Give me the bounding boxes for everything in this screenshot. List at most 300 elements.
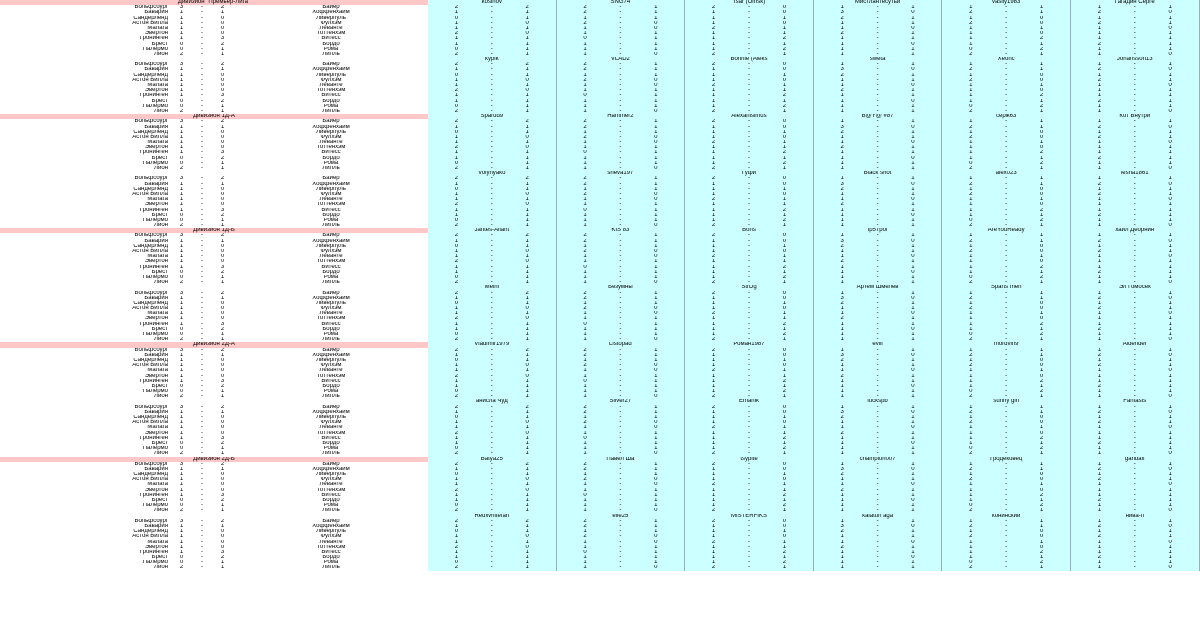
pred-home[interactable]: 2 xyxy=(840,472,844,478)
pred-away[interactable]: 1 xyxy=(782,202,787,208)
pred-away[interactable]: 1 xyxy=(1039,383,1044,389)
pred-away[interactable]: 0 xyxy=(911,67,915,73)
pred-home[interactable]: 2 xyxy=(1097,10,1102,16)
pred-home[interactable]: 2 xyxy=(454,62,459,68)
pred-home[interactable]: 1 xyxy=(840,269,844,275)
pred-away[interactable]: 1 xyxy=(1168,404,1172,410)
pred-home[interactable]: 2 xyxy=(840,31,844,37)
pred-home[interactable]: 1 xyxy=(969,83,973,88)
pred-home[interactable]: 1 xyxy=(969,202,973,208)
pred-away[interactable]: 0 xyxy=(911,98,915,104)
pred-home[interactable]: 2 xyxy=(1097,466,1102,472)
pred-home[interactable]: 2 xyxy=(454,394,459,400)
player-name[interactable]: MISTERFIKS xyxy=(730,513,767,519)
pred-away[interactable]: 1 xyxy=(911,191,915,197)
pred-away[interactable]: 0 xyxy=(1168,83,1172,88)
pred-home[interactable]: 1 xyxy=(583,373,587,379)
pred-away[interactable]: 1 xyxy=(1039,119,1044,125)
pred-home[interactable]: 1 xyxy=(583,316,587,322)
pred-away[interactable]: 1 xyxy=(525,25,529,31)
pred-home[interactable]: 1 xyxy=(840,274,844,280)
pred-away[interactable]: 1 xyxy=(654,269,658,275)
pred-away[interactable]: 1 xyxy=(654,72,658,78)
pred-away[interactable]: 1 xyxy=(911,77,915,83)
pred-away[interactable]: 1 xyxy=(525,560,529,566)
pred-home[interactable]: 1 xyxy=(454,321,459,327)
pred-away[interactable]: 0 xyxy=(782,62,787,68)
pred-home[interactable]: 1 xyxy=(583,539,587,545)
pred-home[interactable]: 1 xyxy=(583,108,587,114)
pred-away[interactable]: 2 xyxy=(1039,378,1044,384)
pred-home[interactable]: 1 xyxy=(840,560,844,566)
pred-home[interactable]: 1 xyxy=(711,503,716,509)
prediction-cell[interactable] xyxy=(942,565,1071,570)
pred-home[interactable]: 1 xyxy=(711,357,716,363)
pred-home[interactable]: 2 xyxy=(711,337,716,343)
pred-away[interactable]: 1 xyxy=(782,259,787,265)
pred-home[interactable]: 1 xyxy=(454,482,459,488)
pred-home[interactable]: 1 xyxy=(583,223,587,229)
pred-home[interactable]: 1 xyxy=(840,435,844,441)
player-name[interactable]: Sparud9 xyxy=(480,114,504,120)
pred-home[interactable]: 2 xyxy=(454,508,459,514)
pred-away[interactable]: 1 xyxy=(1039,461,1044,467)
pred-away[interactable]: 2 xyxy=(782,446,787,452)
pred-away[interactable]: 0 xyxy=(1039,202,1044,208)
pred-away[interactable]: 1 xyxy=(911,134,915,140)
pred-home[interactable]: 1 xyxy=(711,383,716,389)
pred-home[interactable]: 1 xyxy=(711,487,716,493)
pred-home[interactable]: 1 xyxy=(583,430,587,436)
pred-away[interactable]: 1 xyxy=(525,503,529,509)
pred-home[interactable]: 0 xyxy=(583,378,587,384)
pred-away[interactable]: 1 xyxy=(654,124,658,130)
pred-away[interactable]: 0 xyxy=(1039,249,1044,254)
pred-away[interactable]: 1 xyxy=(1039,555,1044,561)
pred-away[interactable]: 1 xyxy=(1039,223,1044,229)
pred-away[interactable]: 1 xyxy=(1168,119,1172,125)
pred-home[interactable]: 1 xyxy=(583,202,587,208)
pred-away[interactable]: 2 xyxy=(782,46,787,52)
pred-home[interactable]: 1 xyxy=(711,134,716,140)
player-name[interactable]: Emanik xyxy=(738,399,759,405)
pred-away[interactable]: 0 xyxy=(911,212,915,218)
pred-home[interactable]: 1 xyxy=(1097,539,1102,545)
player-name[interactable]: Мистлантесутьи xyxy=(854,0,901,5)
pred-home[interactable]: 1 xyxy=(454,197,459,203)
pred-away[interactable]: 1 xyxy=(1168,492,1172,498)
pred-home[interactable]: 2 xyxy=(1097,41,1102,47)
pred-away[interactable]: 0 xyxy=(782,534,787,540)
pred-away[interactable]: 0 xyxy=(1168,311,1172,317)
pred-away[interactable]: 1 xyxy=(525,186,529,192)
pred-away[interactable]: 1 xyxy=(1168,544,1172,550)
pred-away[interactable]: 1 xyxy=(525,378,529,384)
pred-away[interactable]: 2 xyxy=(1039,321,1044,327)
pred-home[interactable]: 3 xyxy=(840,295,844,301)
pred-home[interactable]: 2 xyxy=(711,394,716,400)
pred-home[interactable]: 1 xyxy=(711,529,716,535)
pred-away[interactable]: 1 xyxy=(525,150,529,156)
pred-home[interactable]: 2 xyxy=(969,20,973,26)
pred-home[interactable]: 1 xyxy=(711,544,716,550)
pred-home[interactable]: 1 xyxy=(711,549,716,555)
pred-away[interactable]: 1 xyxy=(782,482,787,488)
pred-away[interactable]: 1 xyxy=(782,129,787,135)
pred-away[interactable]: 1 xyxy=(1039,311,1044,317)
pred-away[interactable]: 1 xyxy=(654,389,658,395)
pred-away[interactable]: 0 xyxy=(1039,259,1044,265)
pred-home[interactable]: 0 xyxy=(969,389,973,395)
pred-away[interactable]: 0 xyxy=(654,306,658,312)
pred-away[interactable]: 0 xyxy=(525,477,529,483)
player-name[interactable]: Xeonc xyxy=(997,57,1015,63)
pred-away[interactable]: 1 xyxy=(525,129,529,135)
pred-home[interactable]: 2 xyxy=(1097,523,1102,529)
pred-away[interactable]: 1 xyxy=(782,83,787,88)
pred-away[interactable]: 1 xyxy=(782,186,787,192)
pred-away[interactable]: 1 xyxy=(654,217,658,223)
pred-home[interactable]: 2 xyxy=(969,409,973,415)
pred-home[interactable]: 1 xyxy=(1097,207,1102,213)
pred-away[interactable]: 0 xyxy=(654,108,658,114)
pred-home[interactable]: 0 xyxy=(454,503,459,509)
pred-away[interactable]: 2 xyxy=(1039,503,1044,509)
pred-home[interactable]: 1 xyxy=(454,41,459,47)
pred-away[interactable]: 1 xyxy=(525,264,529,270)
pred-home[interactable]: 0 xyxy=(969,274,973,280)
pred-away[interactable]: 1 xyxy=(911,217,915,223)
pred-away[interactable]: 0 xyxy=(654,223,658,229)
pred-away[interactable]: 1 xyxy=(911,274,915,280)
pred-away[interactable]: 1 xyxy=(1168,207,1172,213)
pred-home[interactable]: 2 xyxy=(969,466,973,472)
pred-home[interactable]: 2 xyxy=(583,518,587,524)
pred-home[interactable]: 2 xyxy=(840,357,844,363)
player-name[interactable]: AreYouReady xyxy=(987,228,1025,234)
pred-away[interactable]: 0 xyxy=(911,25,915,31)
pred-away[interactable]: 1 xyxy=(525,140,529,146)
pred-away[interactable]: 1 xyxy=(654,67,658,73)
pred-home[interactable]: 2 xyxy=(840,202,844,208)
pred-home[interactable]: 1 xyxy=(454,466,459,472)
pred-away[interactable]: 0 xyxy=(782,404,787,410)
pred-home[interactable]: 2 xyxy=(1097,352,1102,358)
pred-home[interactable]: 1 xyxy=(583,498,587,503)
pred-home[interactable]: 2 xyxy=(1097,67,1102,73)
pred-away[interactable]: 1 xyxy=(654,404,658,410)
pred-home[interactable]: 1 xyxy=(711,41,716,47)
player-name[interactable]: StrDg xyxy=(741,285,757,291)
pred-away[interactable]: 1 xyxy=(782,357,787,363)
pred-away[interactable]: 1 xyxy=(911,51,915,57)
pred-home[interactable]: 0 xyxy=(583,93,587,99)
player-name[interactable]: Hammer2 xyxy=(607,114,634,120)
pred-away[interactable]: 1 xyxy=(654,15,658,21)
pred-home[interactable]: 1 xyxy=(711,212,716,218)
pred-home[interactable]: 2 xyxy=(711,254,716,260)
pred-home[interactable]: 1 xyxy=(1097,223,1102,229)
player-name[interactable]: vasily1983 xyxy=(991,0,1021,5)
pred-home[interactable]: 2 xyxy=(711,166,716,171)
pred-home[interactable]: 1 xyxy=(583,326,587,332)
pred-home[interactable]: 1 xyxy=(969,544,973,550)
pred-home[interactable]: 1 xyxy=(454,181,459,187)
pred-home[interactable]: 2 xyxy=(711,25,716,31)
pred-away[interactable]: 2 xyxy=(1039,264,1044,270)
pred-home[interactable]: 1 xyxy=(969,62,973,68)
pred-home[interactable]: 2 xyxy=(711,290,716,296)
pred-home[interactable]: 1 xyxy=(1097,243,1102,249)
pred-away[interactable]: 2 xyxy=(1039,93,1044,99)
pred-away[interactable]: 0 xyxy=(1168,295,1172,301)
pred-home[interactable]: 1 xyxy=(840,451,844,457)
pred-away[interactable]: 1 xyxy=(654,544,658,550)
pred-away[interactable]: 2 xyxy=(782,560,787,566)
pred-home[interactable]: 1 xyxy=(711,420,716,426)
pred-away[interactable]: 1 xyxy=(1168,62,1172,68)
pred-home[interactable]: 1 xyxy=(583,269,587,275)
pred-away[interactable]: 1 xyxy=(654,300,658,306)
player-name[interactable]: sunny girl xyxy=(993,399,1020,405)
pred-home[interactable]: 2 xyxy=(711,51,716,57)
pred-away[interactable]: 1 xyxy=(1168,534,1172,540)
pred-away[interactable]: 0 xyxy=(525,20,529,26)
pred-home[interactable]: 2 xyxy=(969,238,973,244)
pred-away[interactable]: 1 xyxy=(654,202,658,208)
pred-away[interactable]: 1 xyxy=(525,207,529,213)
pred-away[interactable]: 1 xyxy=(525,254,529,260)
pred-home[interactable]: 2 xyxy=(840,129,844,135)
pred-home[interactable]: 1 xyxy=(969,269,973,275)
pred-home[interactable]: 2 xyxy=(969,508,973,514)
pred-home[interactable]: 1 xyxy=(583,41,587,47)
pred-home[interactable]: 2 xyxy=(583,233,587,239)
pred-home[interactable]: 1 xyxy=(583,160,587,166)
pred-home[interactable]: 1 xyxy=(1097,560,1102,566)
pred-away[interactable]: 1 xyxy=(1168,46,1172,52)
pred-home[interactable]: 1 xyxy=(711,378,716,384)
pred-home[interactable]: 1 xyxy=(969,197,973,203)
player-name[interactable]: alex023 xyxy=(995,171,1017,177)
pred-away[interactable]: 1 xyxy=(1039,155,1044,161)
pred-away[interactable]: 1 xyxy=(1039,539,1044,545)
pred-home[interactable]: 1 xyxy=(840,191,844,197)
pred-away[interactable]: 1 xyxy=(525,217,529,223)
pred-away[interactable]: 0 xyxy=(1039,134,1044,140)
pred-home[interactable]: 1 xyxy=(840,77,844,83)
pred-away[interactable]: 1 xyxy=(782,223,787,229)
pred-home[interactable]: 1 xyxy=(711,352,716,358)
pred-home[interactable]: 2 xyxy=(583,461,587,467)
pred-away[interactable]: 1 xyxy=(782,326,787,332)
pred-away[interactable]: 1 xyxy=(1168,383,1172,389)
player-name[interactable]: KIS 83 xyxy=(611,228,630,234)
pred-home[interactable]: 1 xyxy=(969,300,973,306)
pred-home[interactable]: 1 xyxy=(840,378,844,384)
pred-away[interactable]: 1 xyxy=(911,223,915,229)
player-name[interactable]: gandalf xyxy=(1124,456,1145,462)
pred-home[interactable]: 2 xyxy=(583,295,587,301)
pred-away[interactable]: 1 xyxy=(525,539,529,545)
pred-away[interactable]: 2 xyxy=(1039,435,1044,441)
pred-away[interactable]: 1 xyxy=(911,544,915,550)
pred-away[interactable]: 0 xyxy=(525,88,529,94)
pred-home[interactable]: 1 xyxy=(969,140,973,146)
pred-away[interactable]: 1 xyxy=(525,523,529,529)
pred-away[interactable]: 1 xyxy=(911,108,915,114)
pred-home[interactable]: 1 xyxy=(969,88,973,94)
pred-home[interactable]: 2 xyxy=(1097,181,1102,187)
pred-home[interactable]: 2 xyxy=(1097,555,1102,561)
pred-home[interactable]: 1 xyxy=(711,186,716,192)
pred-home[interactable]: 0 xyxy=(454,446,459,452)
pred-away[interactable]: 0 xyxy=(1039,477,1044,483)
pred-home[interactable]: 2 xyxy=(840,145,844,151)
pred-away[interactable]: 0 xyxy=(782,191,787,197)
pred-home[interactable]: 3 xyxy=(840,466,844,472)
pred-home[interactable]: 2 xyxy=(969,181,973,187)
pred-away[interactable]: 1 xyxy=(911,389,915,395)
pred-home[interactable]: 3 xyxy=(840,10,844,16)
pred-away[interactable]: 2 xyxy=(1039,549,1044,555)
pred-home[interactable]: 1 xyxy=(840,368,844,374)
pred-away[interactable]: 1 xyxy=(1168,36,1172,42)
pred-away[interactable]: 0 xyxy=(1039,534,1044,540)
pred-home[interactable]: 1 xyxy=(454,93,459,99)
pred-away[interactable]: 0 xyxy=(911,295,915,301)
pred-home[interactable]: 2 xyxy=(969,124,973,130)
pred-away[interactable]: 1 xyxy=(1168,529,1172,535)
pred-away[interactable]: 0 xyxy=(782,124,787,130)
pred-away[interactable]: 1 xyxy=(782,425,787,431)
pred-home[interactable]: 1 xyxy=(1097,347,1102,353)
pred-away[interactable]: 0 xyxy=(782,352,787,358)
pred-home[interactable]: 1 xyxy=(1097,254,1102,260)
pred-away[interactable]: 1 xyxy=(911,446,915,452)
player-name[interactable]: Jantes-Allant xyxy=(474,228,510,234)
pred-home[interactable]: 1 xyxy=(969,425,973,431)
pred-away[interactable]: 1 xyxy=(654,259,658,265)
pred-home[interactable]: 1 xyxy=(583,555,587,561)
pred-away[interactable]: 0 xyxy=(654,363,658,369)
pred-home[interactable]: 1 xyxy=(840,254,844,260)
pred-home[interactable]: 2 xyxy=(583,5,587,11)
pred-away[interactable]: 1 xyxy=(1039,197,1044,203)
pred-home[interactable]: 1 xyxy=(454,269,459,275)
pred-away[interactable]: 1 xyxy=(1039,51,1044,57)
pred-home[interactable]: 1 xyxy=(1097,88,1102,94)
pred-home[interactable]: 1 xyxy=(711,430,716,436)
pred-home[interactable]: 1 xyxy=(583,508,587,514)
pred-away[interactable]: 0 xyxy=(911,383,915,389)
pred-home[interactable]: 1 xyxy=(583,425,587,431)
pred-away[interactable]: 1 xyxy=(654,357,658,363)
pred-home[interactable]: 2 xyxy=(840,300,844,306)
player-name[interactable]: Alexanisimus xyxy=(731,114,767,120)
pred-home[interactable]: 1 xyxy=(840,492,844,498)
pred-away[interactable]: 0 xyxy=(1168,409,1172,415)
pred-away[interactable]: 0 xyxy=(782,461,787,467)
pred-away[interactable]: 0 xyxy=(654,534,658,540)
pred-away[interactable]: 1 xyxy=(1168,316,1172,322)
pred-home[interactable]: 1 xyxy=(840,404,844,410)
pred-away[interactable]: 1 xyxy=(525,498,529,503)
pred-home[interactable]: 0 xyxy=(454,103,459,109)
pred-away[interactable]: 1 xyxy=(1168,347,1172,353)
pred-home[interactable]: 1 xyxy=(454,311,459,317)
pred-home[interactable]: 2 xyxy=(454,145,459,151)
pred-away[interactable]: 1 xyxy=(782,451,787,457)
pred-home[interactable]: 1 xyxy=(1097,83,1102,88)
pred-home[interactable]: 1 xyxy=(583,300,587,306)
pred-home[interactable]: 1 xyxy=(454,363,459,369)
pred-away[interactable]: 1 xyxy=(782,565,787,571)
pred-away[interactable]: 0 xyxy=(1168,368,1172,374)
pred-home[interactable]: 1 xyxy=(711,77,716,83)
pred-home[interactable]: 1 xyxy=(840,477,844,483)
pred-away[interactable]: 0 xyxy=(1168,508,1172,514)
pred-home[interactable]: 1 xyxy=(1097,430,1102,436)
pred-away[interactable]: 2 xyxy=(782,160,787,166)
pred-away[interactable]: 1 xyxy=(525,51,529,57)
pred-away[interactable]: 0 xyxy=(1039,430,1044,436)
pred-away[interactable]: 1 xyxy=(911,72,915,78)
pred-home[interactable]: 2 xyxy=(1097,498,1102,503)
pred-home[interactable]: 1 xyxy=(840,83,844,88)
pred-home[interactable]: 1 xyxy=(1097,451,1102,457)
pred-away[interactable]: 1 xyxy=(1039,212,1044,218)
pred-away[interactable]: 1 xyxy=(782,316,787,322)
prediction-cell[interactable] xyxy=(557,565,686,570)
pred-away[interactable]: 2 xyxy=(1039,150,1044,156)
pred-away[interactable]: 1 xyxy=(654,409,658,415)
pred-home[interactable]: 0 xyxy=(454,274,459,280)
pred-away[interactable]: 0 xyxy=(782,77,787,83)
pred-home[interactable]: 1 xyxy=(1097,264,1102,270)
pred-away[interactable]: 2 xyxy=(1039,217,1044,223)
pred-home[interactable]: 1 xyxy=(454,191,459,197)
pred-home[interactable]: 1 xyxy=(711,321,716,327)
pred-home[interactable]: 1 xyxy=(840,440,844,446)
pred-away[interactable]: 0 xyxy=(654,134,658,140)
pred-home[interactable]: 1 xyxy=(583,394,587,400)
pred-home[interactable]: 1 xyxy=(969,529,973,535)
pred-away[interactable]: 1 xyxy=(1168,363,1172,369)
pred-away[interactable]: 1 xyxy=(1168,77,1172,83)
pred-away[interactable]: 1 xyxy=(1168,15,1172,21)
pred-home[interactable]: 1 xyxy=(711,373,716,379)
pred-away[interactable]: 0 xyxy=(654,451,658,457)
pred-away[interactable]: 1 xyxy=(911,534,915,540)
pred-home[interactable]: 1 xyxy=(1097,150,1102,156)
pred-away[interactable]: 1 xyxy=(654,5,658,11)
pred-away[interactable]: 1 xyxy=(525,280,529,286)
pred-away[interactable]: 1 xyxy=(525,451,529,457)
pred-away[interactable]: 0 xyxy=(1168,10,1172,16)
pred-home[interactable]: 1 xyxy=(1097,46,1102,52)
pred-away[interactable]: 1 xyxy=(525,36,529,42)
pred-home[interactable]: 1 xyxy=(1097,394,1102,400)
pred-away[interactable]: 1 xyxy=(1168,20,1172,26)
pred-away[interactable]: 0 xyxy=(911,155,915,161)
pred-away[interactable]: 2 xyxy=(782,217,787,223)
pred-home[interactable]: 1 xyxy=(454,440,459,446)
pred-home[interactable]: 1 xyxy=(969,25,973,31)
pred-home[interactable]: 1 xyxy=(711,20,716,26)
pred-away[interactable]: 2 xyxy=(1039,207,1044,213)
pred-home[interactable]: 1 xyxy=(711,332,716,337)
